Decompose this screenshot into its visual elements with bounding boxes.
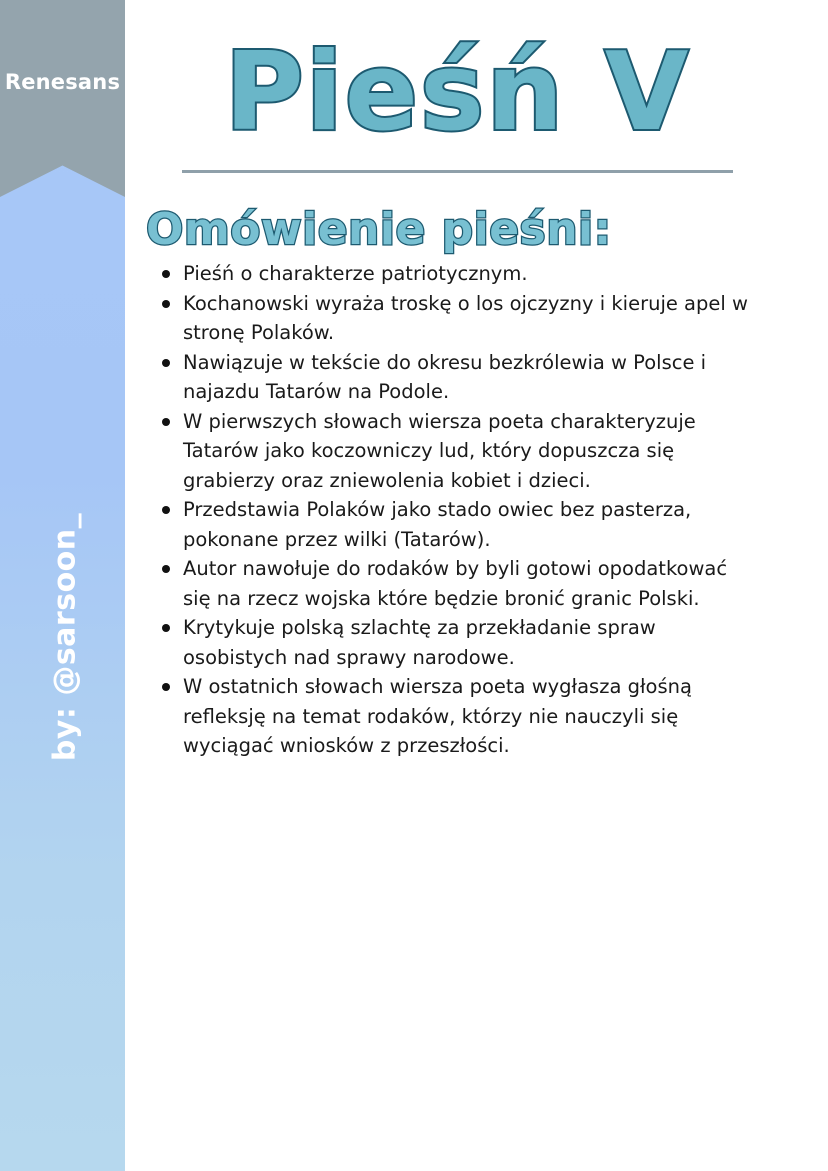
list-item — [158, 554, 758, 613]
list-item-text: Przedstawia Polaków jako stado owiec bez pasterza, pokonane przez wilki (Tatarów). — [183, 498, 692, 551]
bullet-icon — [162, 270, 170, 278]
sidebar-category-tab — [0, 0, 125, 197]
bullet-icon — [162, 359, 170, 367]
bullet-icon — [162, 565, 170, 573]
list-item — [158, 672, 758, 761]
list-item — [158, 348, 758, 407]
page-title: Pieśń V — [224, 30, 691, 155]
bullet-list — [158, 259, 758, 761]
category-label: Renesans — [4, 70, 121, 94]
list-item-text: Autor nawołuje do rodaków by byli gotowi opodatkować się na rzecz wojska które będzie bronić granic Polski. — [183, 557, 728, 610]
list-item-text: Nawiązuje w tekście do okresu bezkrólewia w Polsce i najazdu Tatarów na Podole. — [183, 350, 707, 403]
list-item-text: Krytykuje polską szlachtę za przekładanie spraw osobistych nad sprawy narodowe. — [183, 616, 656, 669]
list-item-text: W pierwszych słowach wiersza poeta charakteryzuje Tatarów jako koczowniczy lud, który dopuszcza się grabierzy oraz zniewolenia kobiet i dzieci. — [183, 409, 696, 492]
bullet-icon — [162, 683, 170, 691]
bullet-icon — [162, 300, 170, 308]
list-item-text: Kochanowski wyraża troskę o los ojczyzny i kieruje apel w stronę Polaków. — [183, 291, 748, 344]
bullet-icon — [162, 624, 170, 632]
list-item — [158, 259, 758, 289]
list-item — [158, 289, 758, 348]
title-divider — [182, 170, 733, 173]
author-credit: by: @sarsoon_ — [47, 512, 83, 762]
list-item — [158, 407, 758, 496]
list-item — [158, 495, 758, 554]
list-item-text: W ostatnich słowach wiersza poeta wygłasza głośną refleksję na temat rodaków, którzy nie nauczyli się wyciągać wniosków z przeszłości. — [183, 675, 692, 757]
bullet-icon — [162, 418, 170, 426]
list-item — [158, 613, 758, 672]
list-item-text: Pieśń o charakterze patriotycznym. — [183, 262, 528, 285]
section-heading: Omówienie pieśni: — [146, 204, 612, 255]
sidebar-stripe — [0, 0, 125, 1171]
bullet-icon — [162, 506, 170, 514]
